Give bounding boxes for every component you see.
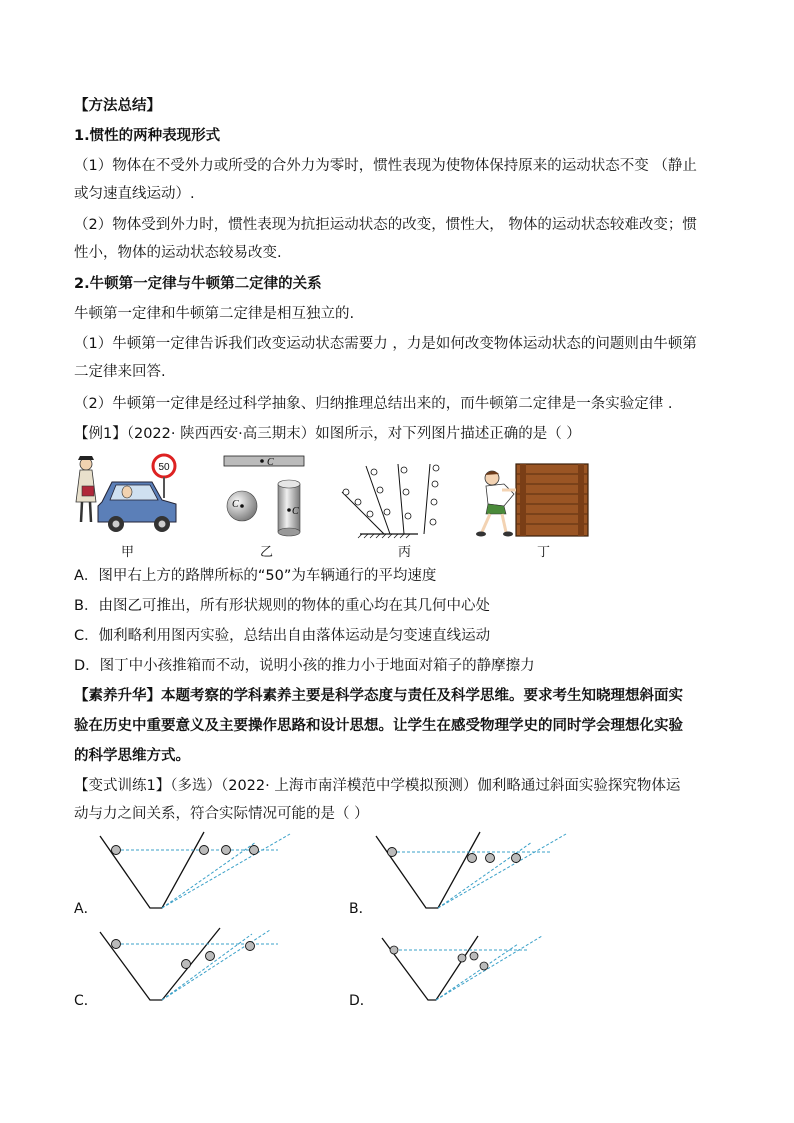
- point1-line1: （1）物体在不受外力或所受的合外力为零时，惯性表现为使物体保持原来的运动状态不变 （静止: [74, 158, 697, 174]
- variant-option-a-label: A．: [74, 901, 98, 917]
- variant1-stem-line1: 【变式训练1】（多选）（2022· 上海市南洋模范中学模拟预测）伽利略通过斜面实验探究物体运: [74, 778, 681, 794]
- figure-label-bing: 丙: [398, 545, 412, 560]
- point2-line2: （1）牛顿第一定律告诉我们改变运动状态需要力 ，力是如何改变物体运动状态的问题则由牛顿第: [74, 336, 697, 352]
- point1-line2: 或匀速直线运动）.: [74, 186, 195, 202]
- figure-label-jia: 甲: [121, 545, 135, 560]
- point1-line3: （2）物体受到外力时，惯性表现为抗拒运动状态的改变，惯性大， 物体的运动状态较难改变；惯: [74, 217, 697, 233]
- example1-option-c: C．伽利略利用图丙实验，总结出自由落体运动是匀变速直线运动: [74, 628, 491, 644]
- point2-line1: 牛顿第一定律和牛顿第二定律是相互独立的.: [74, 306, 355, 322]
- point2-line3: 二定律来回答.: [74, 364, 166, 380]
- speed-sign-text: 50: [158, 462, 170, 473]
- figure-yi-center-of-gravity: [222, 454, 322, 534]
- variant-diagram-b: [372, 828, 572, 912]
- variant1-stem-line2: 动与力之间关系，符合实际情况可能的是（ ）: [74, 806, 369, 822]
- variant-diagram-a: [96, 828, 296, 912]
- variant-diagram-d: [378, 932, 558, 1004]
- point2-line4: （2）牛顿第一定律是经过科学抽象、归纳推理总结出来的，而牛顿第二定律是一条实验定律 .: [74, 396, 673, 412]
- c-label-bar: C: [267, 457, 274, 468]
- figure-ding-push-box: [474, 460, 594, 538]
- figure-label-ding: 丁: [537, 545, 551, 560]
- point1-line4: 性小，物体的运动状态较易改变.: [74, 245, 282, 261]
- variant-option-b-label: B．: [349, 901, 373, 917]
- c-label-cylinder: C: [292, 506, 299, 517]
- literacy-line2: 验在历史中重要意义及主要操作思路和设计思想。让学生在感受物理学史的同时学会理想化实验: [74, 718, 683, 734]
- variant-option-c-label: C．: [74, 993, 98, 1009]
- figure-bing-inclines: [338, 462, 458, 538]
- variant-option-d-label: D．: [349, 993, 374, 1009]
- point1-title: 1.惯性的两种表现形式: [74, 128, 221, 144]
- c-label-sphere: C: [232, 499, 239, 510]
- summary-heading: 【方法总结】: [74, 98, 161, 114]
- example1-option-b: B．由图乙可推出，所有形状规则的物体的重心均在其几何中心处: [74, 598, 490, 614]
- figure-jia-car: [72, 452, 182, 536]
- example1-option-d: D．图丁中小孩推箱而不动，说明小孩的推力小于地面对箱子的静摩擦力: [74, 658, 535, 674]
- literacy-line3: 的科学思维方式。: [74, 748, 190, 764]
- example1-option-a: A．图甲右上方的路牌所标的“50”为车辆通行的平均速度: [74, 568, 437, 584]
- variant-diagram-c: [96, 924, 296, 1004]
- literacy-line1: 【素养升华】本题考察的学科素养主要是科学态度与责任及科学思维。要求考生知晓理想斜面实: [74, 688, 683, 704]
- point2-title: 2.牛顿第一定律与牛顿第二定律的关系: [74, 276, 322, 292]
- example1-stem: 【例1】（2022· 陕西西安·高三期末）如图所示，对下列图片描述正确的是（ ）: [74, 426, 581, 442]
- figure-label-yi: 乙: [260, 545, 274, 560]
